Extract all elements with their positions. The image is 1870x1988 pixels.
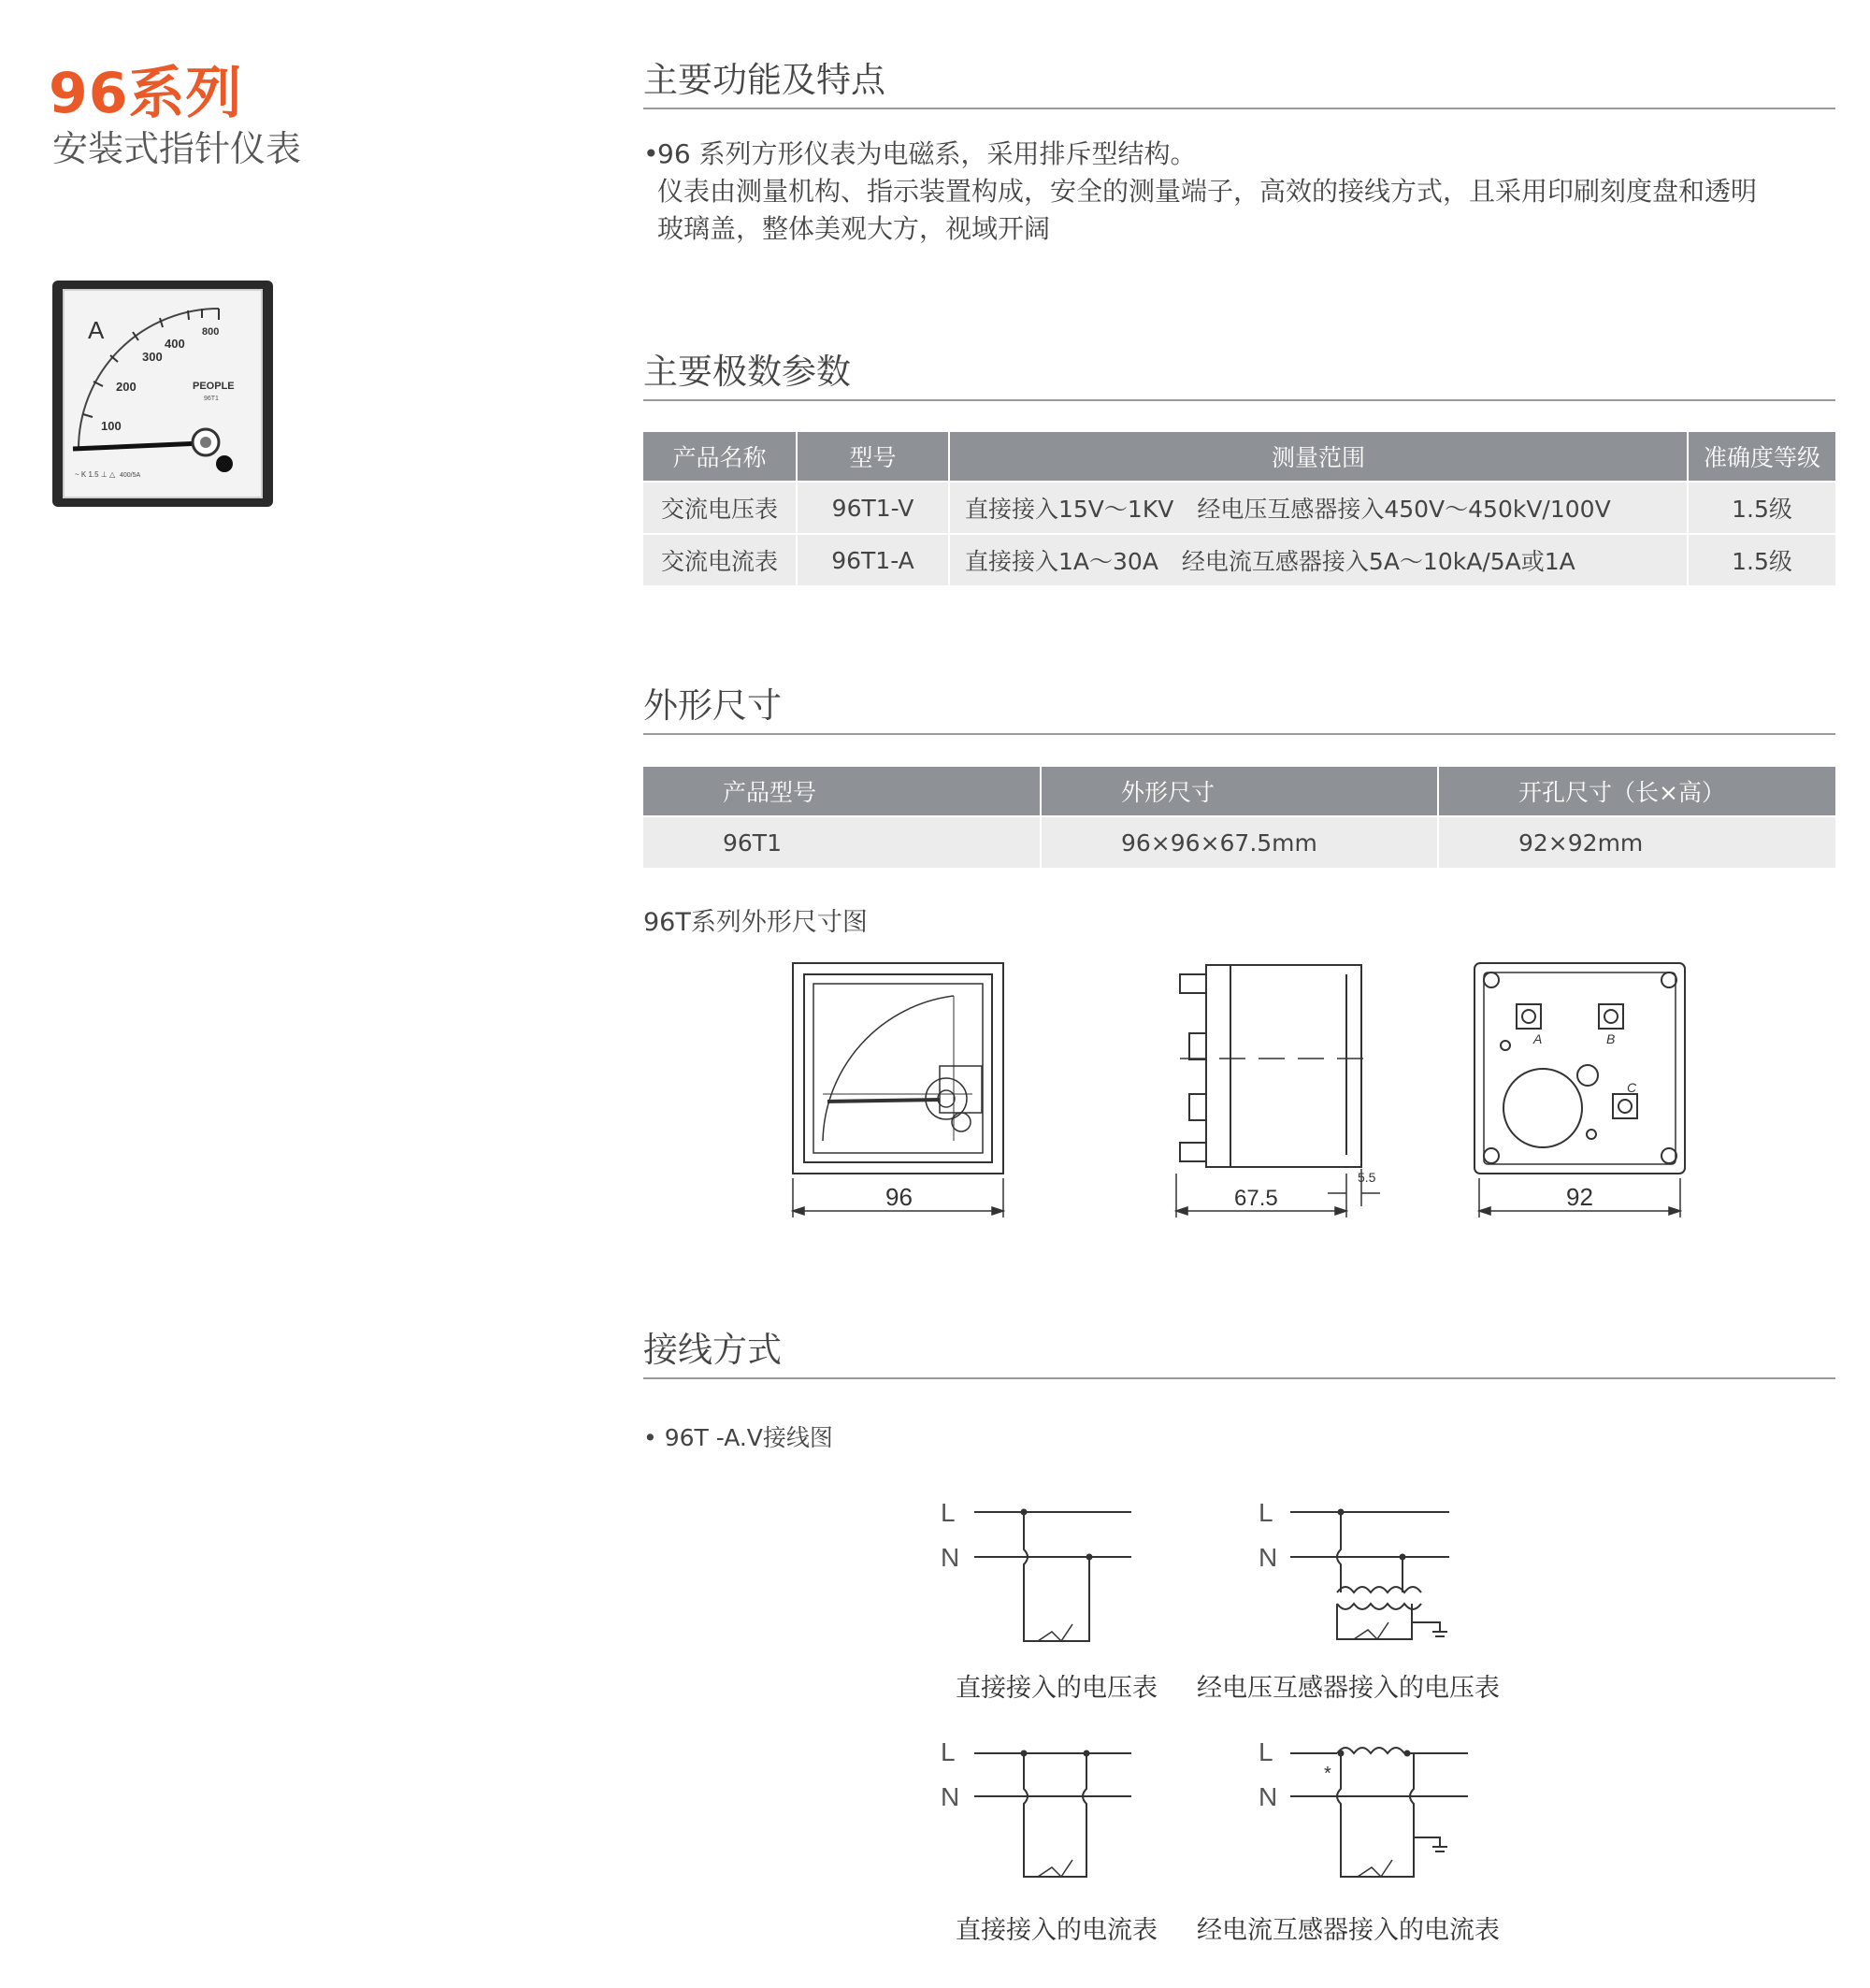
dimensions-rule [643, 733, 1835, 735]
features-line-1: 96 系列方形仪表为电磁系，采用排斥型结构。 [657, 138, 1197, 169]
dim-cell: 96×96×67.5mm [1041, 816, 1438, 868]
params-cell: 直接接入15V～1KV 经电压互感器接入450V～450kV/100V [949, 482, 1688, 534]
params-title: 主要极数参数 [643, 352, 851, 392]
meter-photo [52, 281, 273, 507]
wiring-title: 接线方式 [643, 1330, 782, 1370]
params-header-range: 测量范围 [949, 432, 1688, 482]
series-subtitle: 安装式指针仪表 [52, 128, 302, 169]
drawing-caption: 96T系列外形尺寸图 [643, 908, 868, 937]
params-rule [643, 399, 1835, 401]
terminal-label-c: C [1627, 1080, 1637, 1095]
params-header-accuracy: 准确度等级 [1688, 432, 1835, 482]
line-n-label: N [941, 1782, 960, 1811]
features-body [643, 136, 1840, 248]
params-header-model: 型号 [797, 432, 949, 482]
params-cell: 交流电压表 [643, 482, 797, 534]
meter-scale-100: 100 [101, 419, 122, 433]
dimension-drawings [785, 954, 1702, 1234]
line-l-label: L [941, 1498, 956, 1527]
dim-cell: 92×92mm [1438, 816, 1835, 868]
wiring-rule [643, 1377, 1835, 1379]
dimensions-table [643, 767, 1835, 868]
params-cell: 96T1-V [797, 482, 949, 534]
line-l-label: L [941, 1737, 956, 1766]
table-row [643, 482, 1835, 534]
meter-scale-200: 200 [116, 380, 137, 394]
series-title: 96系列 [49, 61, 243, 126]
features-line-2: 仪表由测量机构、指示装置构成，安全的测量端子，高效的接线方式，且采用印刷刻度盘和透明 [657, 176, 1758, 207]
meter-footnote-right: 400/5A [120, 472, 141, 479]
wiring-caption-1: 直接接入的电压表 [956, 1674, 1158, 1703]
features-rule [643, 108, 1835, 109]
wiring-caption-2: 经电压互感器接入的电压表 [1197, 1674, 1500, 1703]
table-row [643, 816, 1835, 868]
dim-header-model: 产品型号 [643, 767, 1041, 816]
dim-side-small-label: 5.5 [1358, 1170, 1376, 1185]
params-cell: 1.5级 [1688, 534, 1835, 585]
dim-cell: 96T1 [643, 816, 1041, 868]
features-bullet: • [643, 138, 659, 169]
line-l-label: L [1259, 1498, 1273, 1527]
meter-footnote-left: ~ K 1.5 ⊥ △ [75, 470, 116, 479]
meter-scale-800: 800 [202, 326, 220, 338]
features-title: 主要功能及特点 [643, 60, 885, 100]
params-cell: 直接接入1A～30A 经电流互感器接入5A～10kA/5A或1A [949, 534, 1688, 585]
table-row [643, 534, 1835, 585]
wiring-caption-4: 经电流互感器接入的电流表 [1197, 1916, 1500, 1945]
line-n-label: N [1259, 1782, 1278, 1811]
params-header-name: 产品名称 [643, 432, 797, 482]
dim-header-cutout: 开孔尺寸（长×高） [1438, 767, 1835, 816]
line-n-label: N [1259, 1543, 1278, 1572]
meter-model: 96T1 [204, 396, 219, 402]
dim-side-label: 67.5 [1234, 1186, 1278, 1211]
features-line-3: 玻璃盖，整体美观大方，视域开阔 [657, 213, 1051, 244]
ct-polarity-mark: * [1324, 1764, 1331, 1784]
params-table [643, 432, 1835, 585]
meter-unit: A [88, 316, 105, 344]
meter-brand: PEOPLE [193, 381, 235, 392]
dim-header-size: 外形尺寸 [1041, 767, 1438, 816]
wiring-bullet-item: • 96T -A.V接线图 [643, 1424, 833, 1451]
meter-scale-400: 400 [165, 337, 185, 351]
params-cell: 96T1-A [797, 534, 949, 585]
terminal-label-a: A [1533, 1031, 1543, 1046]
line-n-label: N [941, 1543, 960, 1572]
dim-back-label: 92 [1566, 1183, 1593, 1211]
dim-front-label: 96 [885, 1183, 913, 1211]
dimensions-title: 外形尺寸 [643, 685, 782, 726]
line-l-label: L [1259, 1737, 1273, 1766]
params-cell: 1.5级 [1688, 482, 1835, 534]
params-cell: 交流电流表 [643, 534, 797, 585]
terminal-label-b: B [1606, 1031, 1616, 1046]
meter-scale-300: 300 [142, 350, 163, 364]
wiring-caption-3: 直接接入的电流表 [956, 1916, 1158, 1945]
